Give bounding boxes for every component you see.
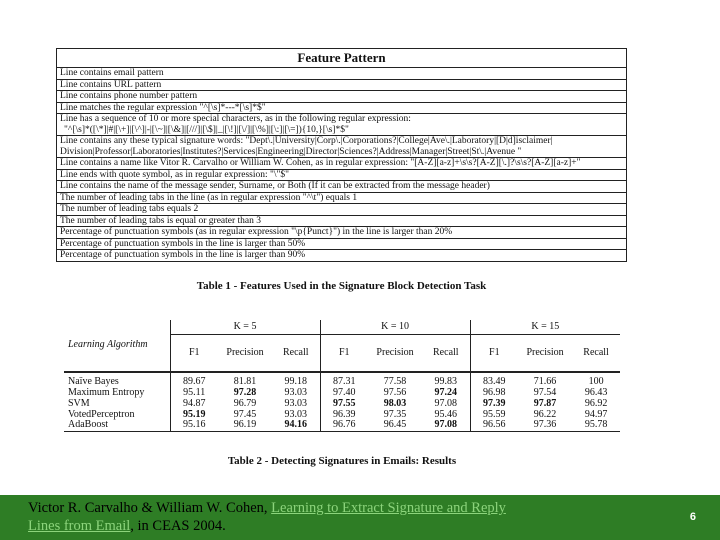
- algorithm-name: AdaBoost: [64, 420, 170, 431]
- algorithm-name: VotedPerceptron: [64, 409, 170, 420]
- feature-row: The number of leading tabs is equal or greater than 3: [57, 215, 627, 227]
- algorithm-name: Naïve Bayes: [64, 372, 170, 388]
- results-table: [64, 320, 620, 432]
- feature-row: Line contains email pattern: [57, 68, 627, 80]
- paper-title-link[interactable]: Learning to Extract Signature and Reply Lines from Email: [28, 500, 506, 534]
- table-cell: 99.83: [434, 376, 458, 388]
- table-row: [64, 372, 620, 388]
- table-cell: 98.03: [383, 398, 407, 409]
- feature-row-line: Line has a sequence of 10 or more special characters, as in the following regular expression:: [60, 114, 411, 124]
- feature-table: [56, 48, 627, 262]
- feature-row-line: Division|Professor|Laboratories|Institutes?|Services|Engineering|Director|Sciences?|Address|Manager|Street|St\.|Avenue ": [60, 146, 522, 157]
- table-cell: 96.76: [320, 420, 368, 431]
- column-header: Precision: [218, 335, 272, 373]
- column-header: F1: [170, 335, 218, 373]
- column-header: Recall: [272, 335, 320, 373]
- feature-row: [57, 136, 627, 158]
- feature-row: [57, 114, 627, 136]
- results-table-caption: Table 2 - Detecting Signatures in Emails: Results: [227, 455, 457, 467]
- table-cell: 83.49: [470, 372, 518, 388]
- citation-footer: [0, 495, 720, 540]
- table-cell: 96.56: [470, 420, 518, 431]
- feature-row-line: "^[\s]*([\*]|#|[\+]|[\^]|-|[\~]|[\&]|[///]|[\$]|_|[\!]|[\/]|[\%]|[\:]|[\=]){10,}[\s]*$": [64, 124, 349, 135]
- table-cell: 71.66: [533, 376, 557, 388]
- table-cell: 97.56: [383, 387, 407, 398]
- column-header: Precision: [368, 335, 422, 373]
- column-header: F1: [320, 335, 368, 373]
- feature-table-header: Feature Pattern: [57, 49, 627, 68]
- citation-venue: , in CEAS 2004.: [130, 518, 226, 534]
- table-cell: 96.39: [320, 409, 368, 420]
- algorithm-name: Maximum Entropy: [64, 388, 170, 399]
- table-cell: 93.03: [284, 387, 308, 398]
- table-cell: 97.39: [470, 399, 518, 410]
- feature-row: Line contains URL pattern: [57, 79, 627, 91]
- table-cell: 93.03: [284, 398, 308, 409]
- table-cell: 77.58: [383, 376, 407, 388]
- column-header: Recall: [422, 335, 470, 373]
- table-cell: 97.35: [383, 409, 407, 420]
- feature-row: The number of leading tabs in the line (as in regular expression "^\t") equals 1: [57, 192, 627, 204]
- feature-row: Percentage of punctuation symbols in the line is larger than 50%: [57, 238, 627, 250]
- results-table-container: [64, 320, 620, 432]
- table-cell: 96.79: [233, 398, 257, 409]
- table-cell: 87.31: [320, 372, 368, 388]
- table-cell: 94.87: [170, 399, 218, 410]
- citation-authors: Victor R. Carvalho & William W. Cohen,: [28, 500, 272, 516]
- table-cell: 97.08: [422, 420, 470, 431]
- table-row: [64, 399, 620, 410]
- feature-table-container: [56, 48, 627, 262]
- feature-row: The number of leading tabs equals 2: [57, 204, 627, 216]
- feature-table-caption: Table 1 - Features Used in the Signature Block Detection Task: [196, 280, 487, 292]
- table-cell: 96.22: [533, 409, 557, 420]
- group-header-k10: K = 10: [320, 320, 470, 335]
- table-cell: 97.36: [518, 420, 572, 431]
- table-cell: 100: [588, 376, 604, 388]
- feature-row: Line ends with quote symbol, as in regular expression: "\"$": [57, 169, 627, 181]
- page-number: 6: [689, 511, 696, 523]
- algorithm-name: SVM: [64, 399, 170, 410]
- table-cell: 95.11: [170, 388, 218, 399]
- table-cell: 95.46: [434, 409, 458, 420]
- feature-row: Line contains phone number pattern: [57, 91, 627, 103]
- group-header-k15: K = 15: [470, 320, 620, 335]
- table-cell: 96.92: [584, 398, 608, 409]
- feature-row: Line contains a name like Vitor R. Carvalho or William W. Cohen, as in regular expression: "[A-Z][a-z]+\s\s?[A-Z][\.]?\s\s?[A-Z][a-z]+": [57, 158, 627, 170]
- table-cell: 94.16: [272, 420, 320, 431]
- table-cell: 96.98: [470, 388, 518, 399]
- column-header: Precision: [518, 335, 572, 373]
- table-cell: 96.45: [368, 420, 422, 431]
- group-header-k5: K = 5: [170, 320, 320, 335]
- table-cell: 93.03: [284, 409, 308, 420]
- table-cell: 95.59: [470, 409, 518, 420]
- algorithm-column-header: Learning Algorithm: [64, 320, 170, 372]
- column-header: F1: [470, 335, 518, 373]
- table-cell: 95.16: [170, 420, 218, 431]
- table-cell: 89.67: [170, 372, 218, 388]
- table-cell: 96.19: [218, 420, 272, 431]
- feature-row: Line contains the name of the message sender, Surname, or Both (If it can be extracted from the message header): [57, 181, 627, 193]
- table-cell: 81.81: [233, 376, 257, 388]
- table-row: [64, 388, 620, 399]
- table-row: [64, 420, 620, 431]
- table-cell: 97.08: [434, 398, 458, 409]
- table-cell: 94.97: [584, 409, 608, 420]
- table-cell: 97.55: [320, 399, 368, 410]
- feature-row: Percentage of punctuation symbols (as in regular expression "\p{Punct}") in the line is larger than 20%: [57, 227, 627, 239]
- table-cell: 97.45: [233, 409, 257, 420]
- table-cell: 95.78: [572, 420, 620, 431]
- table-row: [64, 409, 620, 420]
- table-cell: 95.19: [170, 409, 218, 420]
- table-cell: 97.24: [434, 387, 458, 398]
- citation-text: [28, 499, 508, 535]
- table-cell: 96.43: [584, 387, 608, 398]
- feature-row-line: Line contains any these typical signature words: "Dept\.|University|Corp\.|Corporations?|College|Ave\.|Laboratory|[D|d]isclaimer|: [60, 136, 553, 146]
- feature-row: Percentage of punctuation symbols in the line is larger than 90%: [57, 250, 627, 262]
- table-cell: 97.28: [233, 387, 257, 398]
- table-cell: 97.40: [320, 388, 368, 399]
- column-header: Recall: [572, 335, 620, 373]
- table-cell: 97.54: [533, 387, 557, 398]
- table-cell: 97.87: [533, 398, 557, 409]
- feature-row: Line matches the regular expression "^[\s]*---*[\s]*$": [57, 102, 627, 114]
- table-cell: 99.18: [284, 376, 308, 388]
